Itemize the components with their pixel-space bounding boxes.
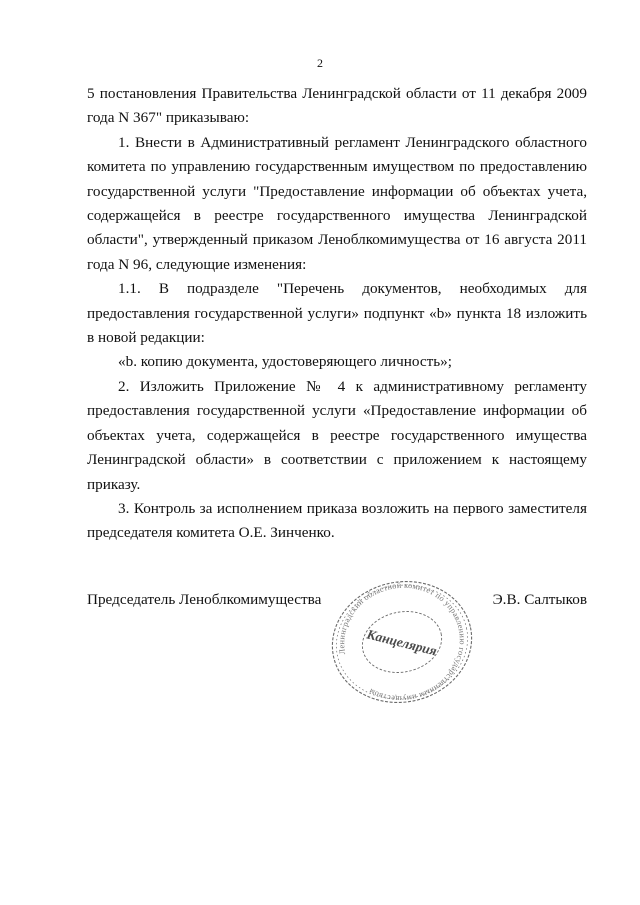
paragraph-item-1: 1. Внести в Административный регламент Ленинградского областного комитета по управлению государственным имуществом по предоставлению государственной услуги "Предоставление информации об объектах учета, содержащейся в реестре государственного имущества Ленинградской области", утвержденный приказом Леноблкомимущества от 16 августа 2011 года N 96, следующие изменения:	[87, 133, 587, 273]
paragraph-intro: 5 постановления Правительства Ленинградской области от 11 декабря 2009 года N 367" приказываю:	[87, 85, 587, 127]
paragraph-item-3: 3. Контроль за исполнением приказа возложить на первого заместителя председателя комитета О.Е. Зинченко.	[87, 499, 587, 542]
office-stamp	[327, 577, 477, 707]
page-number: 2	[317, 56, 323, 70]
stamp-center-text: Канцелярия	[365, 626, 439, 659]
document-body	[87, 82, 587, 546]
paragraph-item-1-1: 1.1. В подразделе "Перечень документов, необходимых для предоставления государственной услуги» подпункт «b» пункта 18 изложить в новой редакции:	[87, 280, 587, 347]
signer-name: Э.В. Салтыков	[492, 591, 587, 608]
signer-title: Председатель Леноблкомимущества	[87, 591, 322, 608]
paragraph-item-2: 2. Изложить Приложение № 4 к административному регламенту предоставления государственной услуги «Предоставление информации об объектах учета, содержащейся в реестре государственного имущества Ленинградской области» в соответствии с приложением к настоящему приказу.	[87, 377, 587, 493]
paragraph-new-wording: «b. копию документа, удостоверяющего личность»;	[118, 353, 452, 371]
stamp-ring-text: Ленинградский областной комитет по управлению государственным имуществом	[337, 580, 467, 704]
